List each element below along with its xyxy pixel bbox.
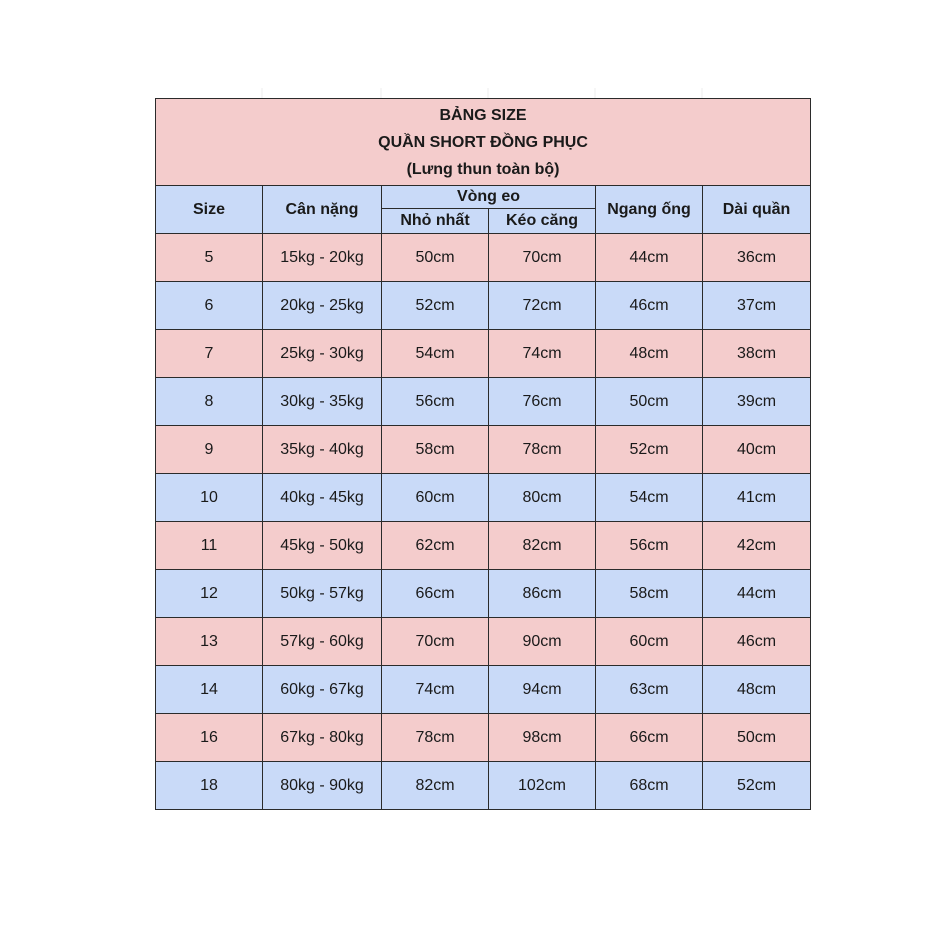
cell-weight: 50kg - 57kg bbox=[263, 570, 382, 618]
cell-size: 8 bbox=[156, 378, 263, 426]
cell-weight: 45kg - 50kg bbox=[263, 522, 382, 570]
cell-length: 41cm bbox=[703, 474, 811, 522]
cell-leg-width: 48cm bbox=[596, 330, 703, 378]
header-leg-width: Ngang ống bbox=[596, 186, 703, 234]
cell-leg-width: 46cm bbox=[596, 282, 703, 330]
table-title bbox=[156, 99, 811, 186]
cell-size: 13 bbox=[156, 618, 263, 666]
cell-size: 11 bbox=[156, 522, 263, 570]
cell-weight: 57kg - 60kg bbox=[263, 618, 382, 666]
cell-leg-width: 56cm bbox=[596, 522, 703, 570]
cell-length: 40cm bbox=[703, 426, 811, 474]
cell-waist-min: 52cm bbox=[382, 282, 489, 330]
cell-size: 14 bbox=[156, 666, 263, 714]
cell-weight: 35kg - 40kg bbox=[263, 426, 382, 474]
cell-weight: 40kg - 45kg bbox=[263, 474, 382, 522]
cell-waist-stretch: 76cm bbox=[489, 378, 596, 426]
table-row bbox=[156, 378, 811, 426]
cell-length: 37cm bbox=[703, 282, 811, 330]
cell-length: 48cm bbox=[703, 666, 811, 714]
cell-weight: 25kg - 30kg bbox=[263, 330, 382, 378]
cell-leg-width: 60cm bbox=[596, 618, 703, 666]
cell-waist-min: 56cm bbox=[382, 378, 489, 426]
cell-length: 42cm bbox=[703, 522, 811, 570]
cell-weight: 60kg - 67kg bbox=[263, 666, 382, 714]
cell-length: 38cm bbox=[703, 330, 811, 378]
cell-weight: 20kg - 25kg bbox=[263, 282, 382, 330]
cell-length: 52cm bbox=[703, 762, 811, 810]
cell-size: 12 bbox=[156, 570, 263, 618]
table-row bbox=[156, 282, 811, 330]
title-line-2: QUẦN SHORT ĐỒNG PHỤC bbox=[378, 133, 588, 151]
cell-waist-stretch: 98cm bbox=[489, 714, 596, 762]
cell-waist-min: 74cm bbox=[382, 666, 489, 714]
cell-waist-min: 58cm bbox=[382, 426, 489, 474]
cell-waist-stretch: 74cm bbox=[489, 330, 596, 378]
header-weight: Cân nặng bbox=[263, 186, 382, 234]
cell-waist-stretch: 94cm bbox=[489, 666, 596, 714]
cell-leg-width: 52cm bbox=[596, 426, 703, 474]
table-row bbox=[156, 714, 811, 762]
cell-leg-width: 66cm bbox=[596, 714, 703, 762]
cell-waist-min: 78cm bbox=[382, 714, 489, 762]
cell-leg-width: 68cm bbox=[596, 762, 703, 810]
cell-waist-min: 62cm bbox=[382, 522, 489, 570]
cell-size: 5 bbox=[156, 234, 263, 282]
header-size: Size bbox=[156, 186, 263, 234]
cell-leg-width: 54cm bbox=[596, 474, 703, 522]
cell-waist-stretch: 90cm bbox=[489, 618, 596, 666]
cell-waist-stretch: 82cm bbox=[489, 522, 596, 570]
table-row bbox=[156, 666, 811, 714]
header-waist-stretch: Kéo căng bbox=[489, 209, 596, 234]
header-waist: Vòng eo bbox=[382, 186, 596, 209]
table-row bbox=[156, 762, 811, 810]
cell-length: 36cm bbox=[703, 234, 811, 282]
table-row bbox=[156, 474, 811, 522]
table-row bbox=[156, 522, 811, 570]
cell-size: 9 bbox=[156, 426, 263, 474]
cell-waist-min: 66cm bbox=[382, 570, 489, 618]
title-line-1: BẢNG SIZE bbox=[439, 106, 527, 124]
cell-size: 18 bbox=[156, 762, 263, 810]
cell-size: 7 bbox=[156, 330, 263, 378]
table-row bbox=[156, 234, 811, 282]
cell-waist-min: 70cm bbox=[382, 618, 489, 666]
cell-leg-width: 63cm bbox=[596, 666, 703, 714]
title-line-3: (Lưng thun toàn bộ) bbox=[406, 160, 560, 178]
header-length: Dài quần bbox=[703, 186, 811, 234]
cell-waist-min: 60cm bbox=[382, 474, 489, 522]
cell-waist-min: 54cm bbox=[382, 330, 489, 378]
cell-waist-stretch: 72cm bbox=[489, 282, 596, 330]
table-row bbox=[156, 426, 811, 474]
cell-length: 39cm bbox=[703, 378, 811, 426]
cell-size: 6 bbox=[156, 282, 263, 330]
cell-leg-width: 50cm bbox=[596, 378, 703, 426]
table-row bbox=[156, 570, 811, 618]
cell-waist-stretch: 80cm bbox=[489, 474, 596, 522]
cell-waist-min: 50cm bbox=[382, 234, 489, 282]
cell-weight: 67kg - 80kg bbox=[263, 714, 382, 762]
cell-length: 46cm bbox=[703, 618, 811, 666]
cell-weight: 15kg - 20kg bbox=[263, 234, 382, 282]
size-chart-table bbox=[155, 98, 811, 810]
cell-waist-stretch: 102cm bbox=[489, 762, 596, 810]
cell-waist-min: 82cm bbox=[382, 762, 489, 810]
cell-waist-stretch: 70cm bbox=[489, 234, 596, 282]
cell-waist-stretch: 86cm bbox=[489, 570, 596, 618]
cell-weight: 30kg - 35kg bbox=[263, 378, 382, 426]
header-waist-min: Nhỏ nhất bbox=[382, 209, 489, 234]
table-row bbox=[156, 618, 811, 666]
cell-size: 10 bbox=[156, 474, 263, 522]
cell-length: 50cm bbox=[703, 714, 811, 762]
cell-leg-width: 44cm bbox=[596, 234, 703, 282]
cell-leg-width: 58cm bbox=[596, 570, 703, 618]
cell-waist-stretch: 78cm bbox=[489, 426, 596, 474]
cell-weight: 80kg - 90kg bbox=[263, 762, 382, 810]
cell-length: 44cm bbox=[703, 570, 811, 618]
table-row bbox=[156, 330, 811, 378]
cell-size: 16 bbox=[156, 714, 263, 762]
